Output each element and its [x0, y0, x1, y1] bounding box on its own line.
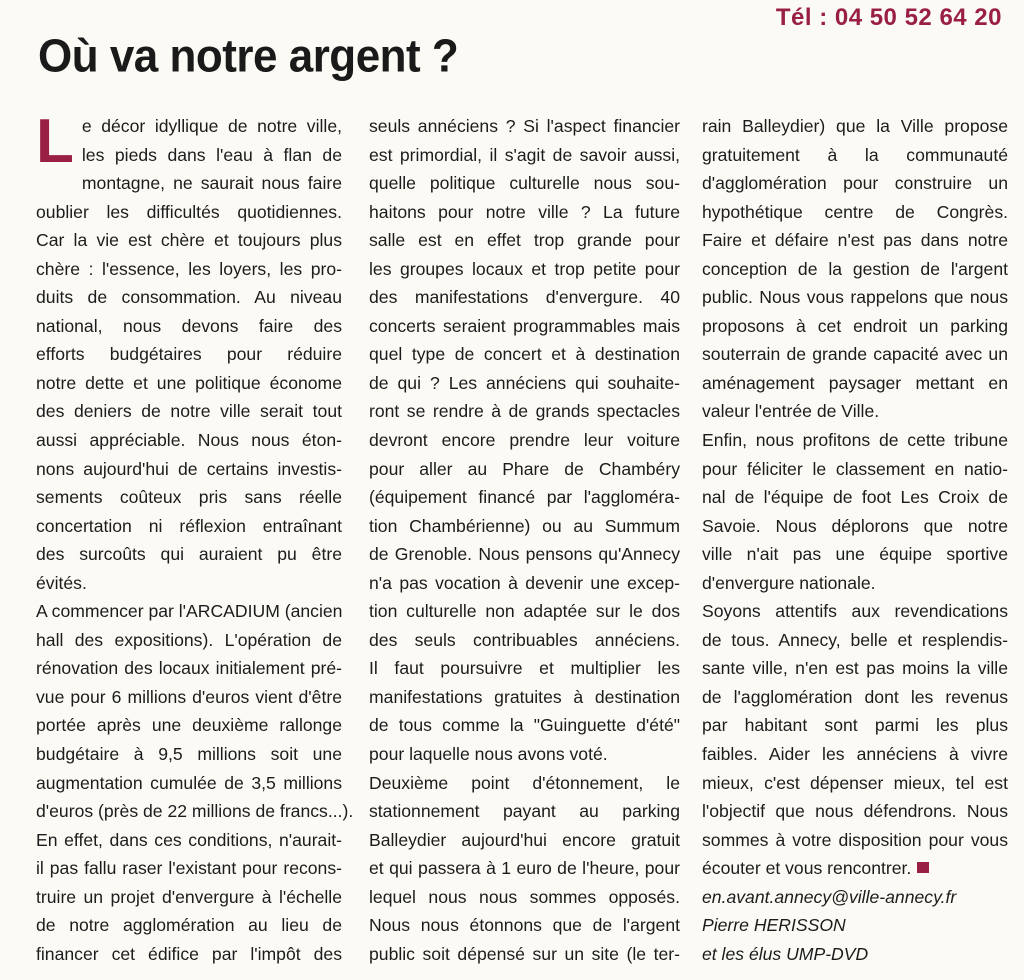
end-mark-icon: [917, 862, 929, 873]
text-line: hypothétique centre de Congrès.: [702, 201, 1008, 222]
text-line: pour féliciter le classement en natio-: [702, 458, 1008, 479]
text-line: gratuitement à la communauté: [702, 144, 1008, 165]
text-line: salle est en effet trop grande pour: [369, 230, 680, 251]
text-line: hall des expositions). L'opération de: [36, 629, 342, 650]
text-line: des seuls contribuables annéciens.: [369, 629, 680, 650]
text-line: efforts budgétaires pour réduire: [36, 344, 342, 365]
text-line: stationnement payant au parking: [369, 801, 680, 822]
text-line: sante ville, n'en est pas moins la ville: [702, 658, 1008, 679]
text-line: (équipement financé par l'aggloméra-: [369, 487, 680, 508]
text-line: et qui passera à 1 euro de l'heure, pour: [369, 858, 680, 879]
text-line: Faire et défaire n'est pas dans notre: [702, 230, 1008, 251]
text-line: lequel nous nous sommes opposés.: [369, 886, 680, 907]
article-column-2: [369, 112, 680, 968]
text-line: public. Nous vous rappelons que nous: [702, 287, 1008, 308]
text-line: d'euros (près de 22 millions de francs...).: [36, 801, 354, 822]
text-line: Balleydier aujourd'hui encore gratuit: [369, 829, 680, 850]
text-line: pour aller au Phare de Chambéry: [369, 458, 680, 479]
text-line: faibles. Aider les annéciens à vivre: [702, 744, 1008, 765]
page-title: Où va notre argent ?: [38, 30, 459, 83]
text-line: montagne, ne saurait nous faire: [81, 173, 342, 194]
text-line: vue pour 6 millions d'euros vient d'être: [36, 686, 342, 707]
text-line: l'objectif que nous défendrons. Nous: [702, 801, 1008, 822]
text-line: concertation ni réflexion entraînant: [36, 515, 342, 536]
article-column-1: [36, 107, 354, 968]
text-line: quelle politique culturelle nous sou-: [369, 173, 680, 194]
text-line: financer cet édifice par l'impôt des: [36, 943, 342, 964]
text-line: En effet, dans ces conditions, n'aurait-: [36, 829, 342, 850]
text-line: écouter et vous rencontrer.: [702, 854, 1008, 883]
author-name: Pierre HERISSON: [702, 915, 846, 936]
text-line: nons aujourd'hui de certains investis-: [36, 458, 342, 479]
author-group: et les élus UMP-DVD: [702, 943, 869, 964]
text-line: portée après une deuxième rallonge: [36, 715, 342, 736]
text-line: truire un projet d'envergure à l'échelle: [36, 886, 342, 907]
text-line: Enfin, nous profitons de cette tribune: [702, 430, 1008, 451]
text-line: d'agglomération pour construire un: [702, 173, 1008, 194]
article-column-3: [702, 112, 1008, 968]
text-line: proposons à cet endroit un parking: [702, 315, 1008, 336]
text-line: Car la vie est chère et toujours plus: [36, 230, 342, 251]
text-line: des deniers de notre ville serait tout: [36, 401, 342, 422]
text-line: tion Chambérienne) ou au Summum: [369, 515, 680, 536]
text-line: Soyons attentifs aux revendications: [702, 601, 1008, 622]
text-line: duits de consommation. Au niveau: [36, 287, 342, 308]
text-line: est primordial, il s'agit de savoir aussi,: [369, 144, 680, 165]
text-line: les groupes locaux et trop petite pour: [369, 258, 680, 279]
text-line: mieux, c'est dépenser mieux, tel est: [702, 772, 1008, 793]
phone-number: Tél : 04 50 52 64 20: [775, 4, 1002, 31]
text-line: A commencer par l'ARCADIUM (ancien: [36, 601, 343, 622]
text-line: aménagement paysager mettant en: [702, 372, 1008, 393]
text-line: Savoie. Nous déplorons que notre: [702, 515, 1008, 536]
text-line: d'envergure nationale.: [702, 572, 876, 593]
text-line: rain Balleydier) que la Ville propose: [702, 116, 1008, 136]
text-line: manifestations gratuites à destination: [369, 686, 680, 707]
text-line: valeur l'entrée de Ville.: [702, 401, 880, 422]
author-email: en.avant.annecy@ville-annecy.fr: [702, 886, 957, 907]
text-line: Nous nous étonnons que de l'argent: [369, 915, 680, 936]
text-line: de tous. Annecy, belle et resplendis-: [702, 629, 1008, 650]
text-line: national, nous devons faire des: [36, 315, 342, 336]
text-line: e décor idyllique de notre ville,: [81, 116, 342, 136]
text-line: budgétaire à 9,5 millions soit une: [36, 744, 342, 765]
text-line: ville n'ait pas une équipe sportive: [702, 544, 1008, 565]
text-line: oublier les difficultés quotidiennes.: [36, 201, 342, 222]
text-line: Il faut poursuivre et multiplier les: [369, 658, 680, 679]
text-line: nal de l'équipe de foot Les Croix de: [702, 487, 1008, 508]
text-line: quel type de concert et à destination: [369, 344, 680, 365]
text-line: devront encore prendre leur voiture: [369, 430, 680, 451]
text-line: n'a pas vocation à devenir une excep-: [369, 572, 680, 593]
text-line: de Grenoble. Nous pensons qu'Annecy: [369, 544, 680, 565]
text-line: de notre agglomération au lieu de: [36, 915, 342, 936]
drop-cap: L: [36, 107, 74, 176]
text-line: aussi appréciable. Nous nous éton-: [36, 430, 342, 451]
text-line: de l'agglomération dont les revenus: [702, 686, 1008, 707]
text-line: public soit dépensé sur un site (le ter-: [369, 943, 680, 964]
text-line: tion culturelle non adaptée sur le dos: [369, 601, 680, 622]
text-line: par habitant sont parmi les plus: [702, 715, 1008, 736]
text-line: évités.: [36, 572, 87, 593]
text-line: de tous comme la "Guinguette d'été": [369, 715, 680, 736]
text-line: pour laquelle nous avons voté.: [369, 744, 608, 765]
text-line: les pieds dans l'eau à flan de: [81, 144, 342, 165]
text-line: chère : l'essence, les loyers, les pro-: [36, 258, 342, 279]
text-line: conception de la gestion de l'argent: [702, 258, 1008, 279]
text-line: seuls annéciens ? Si l'aspect financier: [369, 116, 680, 136]
text-line: augmentation cumulée de 3,5 millions: [36, 772, 342, 793]
text-line: ront se rendre à de grands spectacles: [369, 401, 680, 422]
text-line: il pas fallu raser l'existant pour recons-: [36, 858, 342, 879]
text-line: rénovation des locaux initialement pré-: [36, 658, 342, 679]
text-line: des surcoûts qui auraient pu être: [36, 544, 342, 565]
text-line: sements coûteux pris sans réelle: [36, 487, 342, 508]
text-line: notre dette et une politique économe: [36, 372, 342, 393]
text-line: des manifestations d'envergure. 40: [369, 287, 680, 308]
text-line: concerts seraient programmables mais: [369, 315, 680, 336]
text-line: sommes à votre disposition pour vous: [702, 829, 1008, 850]
text-line: souterrain de grande capacité avec un: [702, 344, 1008, 365]
text-line: haitons pour notre ville ? La future: [369, 201, 680, 222]
text-line: de qui ? Les annéciens qui souhaite-: [369, 372, 680, 393]
text-line: Deuxième point d'étonnement, le: [369, 772, 680, 793]
